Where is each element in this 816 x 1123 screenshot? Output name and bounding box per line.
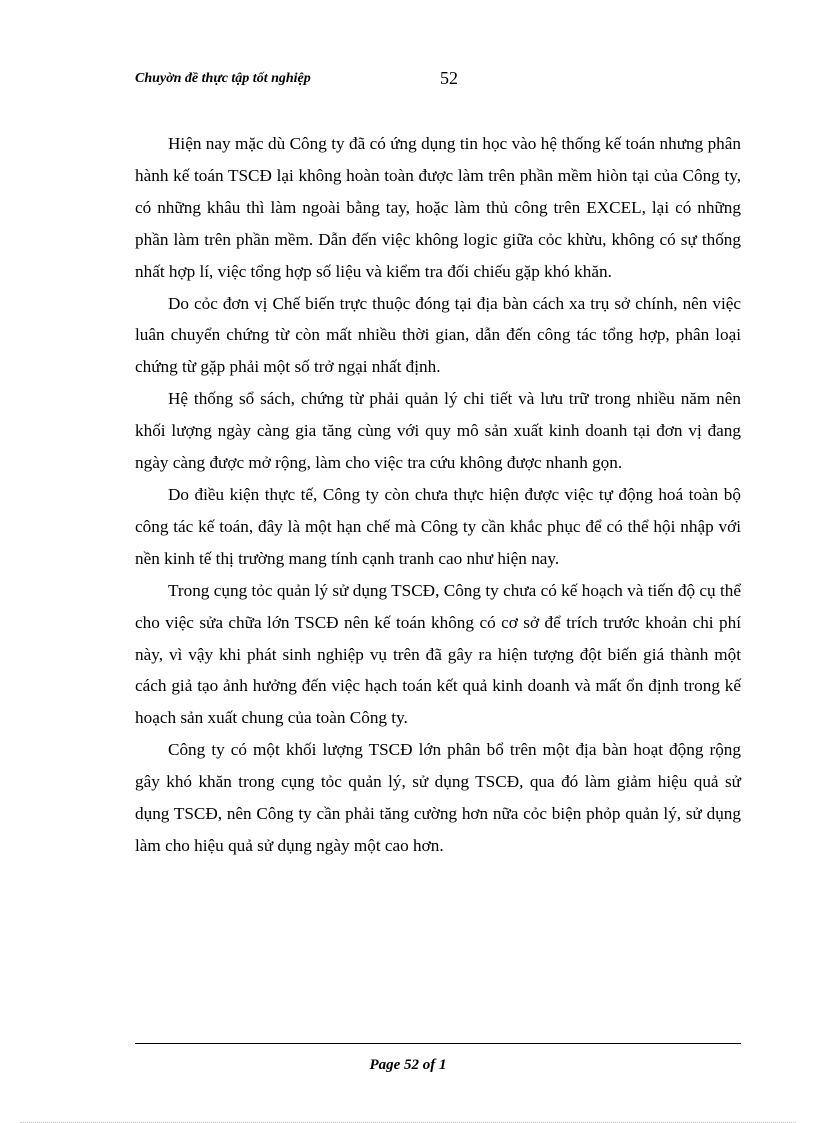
page-header (0, 0, 816, 100)
footer-page-label: Page 52 of 1 (369, 1057, 447, 1073)
header-page-number: 52 (440, 68, 458, 88)
document-body (135, 128, 741, 862)
paragraph: Do điều kiện thực tế, Công ty còn chưa thực hiện được việc tự động hoá toàn bộ công tác kế toán, đây là một hạn chế mà Công ty cần khắc phục để có thể hội nhập với nền kinh tế thị trường mang tính cạnh tranh cao như hiện nay. (135, 484, 741, 568)
paragraph: Công ty có một khối lượng TSCĐ lớn phân bổ trên một địa bàn hoạt động rộng gây khó khăn trong cụng tỏc quản lý, sử dụng TSCĐ, qua đó làm giảm hiệu quả sử dụng TSCĐ, nên Công ty cần phải tăng cường hơn nữa cỏc biện phỏp quản lý, sử dụng làm cho hiệu quả sử dụng ngày một cao hơn. (135, 740, 741, 855)
paragraph: Trong cụng tỏc quản lý sử dụng TSCĐ, Công ty chưa có kế hoạch và tiến độ cụ thể cho việc sửa chữa lớn TSCĐ nên kế toán không có cơ sở để trích trước khoản chi phí này, vì vậy khi phát sinh nghiệp vụ trên đã gây ra hiện tượng đột biến giá thành một cách giả tạo ảnh hưởng đến việc hạch toán kết quả kinh doanh và mất ổn định trong kế hoạch sản xuất chung của toàn Công ty. (135, 580, 741, 728)
paragraph: Hệ thống sổ sách, chứng từ phải quản lý chi tiết và lưu trữ trong nhiều năm nên khối lượng ngày càng gia tăng cùng với quy mô sản xuất kinh doanh tại đơn vị đang ngày càng được mở rộng, làm cho việc tra cứu không được nhanh gọn. (135, 389, 741, 473)
footer-divider (135, 1043, 741, 1044)
header-title: Chuyờn đề thực tập tốt nghiệp (135, 71, 311, 86)
paragraph: Do cỏc đơn vị Chế biến trực thuộc đóng tại địa bàn cách xa trụ sở chính, nên việc luân chuyển chứng từ còn mất nhiều thời gian, dẫn đến công tác tổng hợp, phân loại chứng từ gặp phải một số trở ngại nhất định. (135, 293, 741, 377)
paragraph: Hiện nay mặc dù Công ty đã có ứng dụng tin học vào hệ thống kế toán nhưng phân hành kế toán TSCĐ lại không hoàn toàn được làm trên phần mềm hiòn tại của Công ty, có những khâu thì làm ngoài bằng tay, hoặc làm thủ công trên EXCEL, lại có những phần làm trên phần mềm. Dẫn đến việc không logic giữa cỏc khừu, không có sự thống nhất hợp lí, việc tổng hợp số liệu và kiểm tra đối chiếu gặp khó khăn. (135, 134, 741, 281)
